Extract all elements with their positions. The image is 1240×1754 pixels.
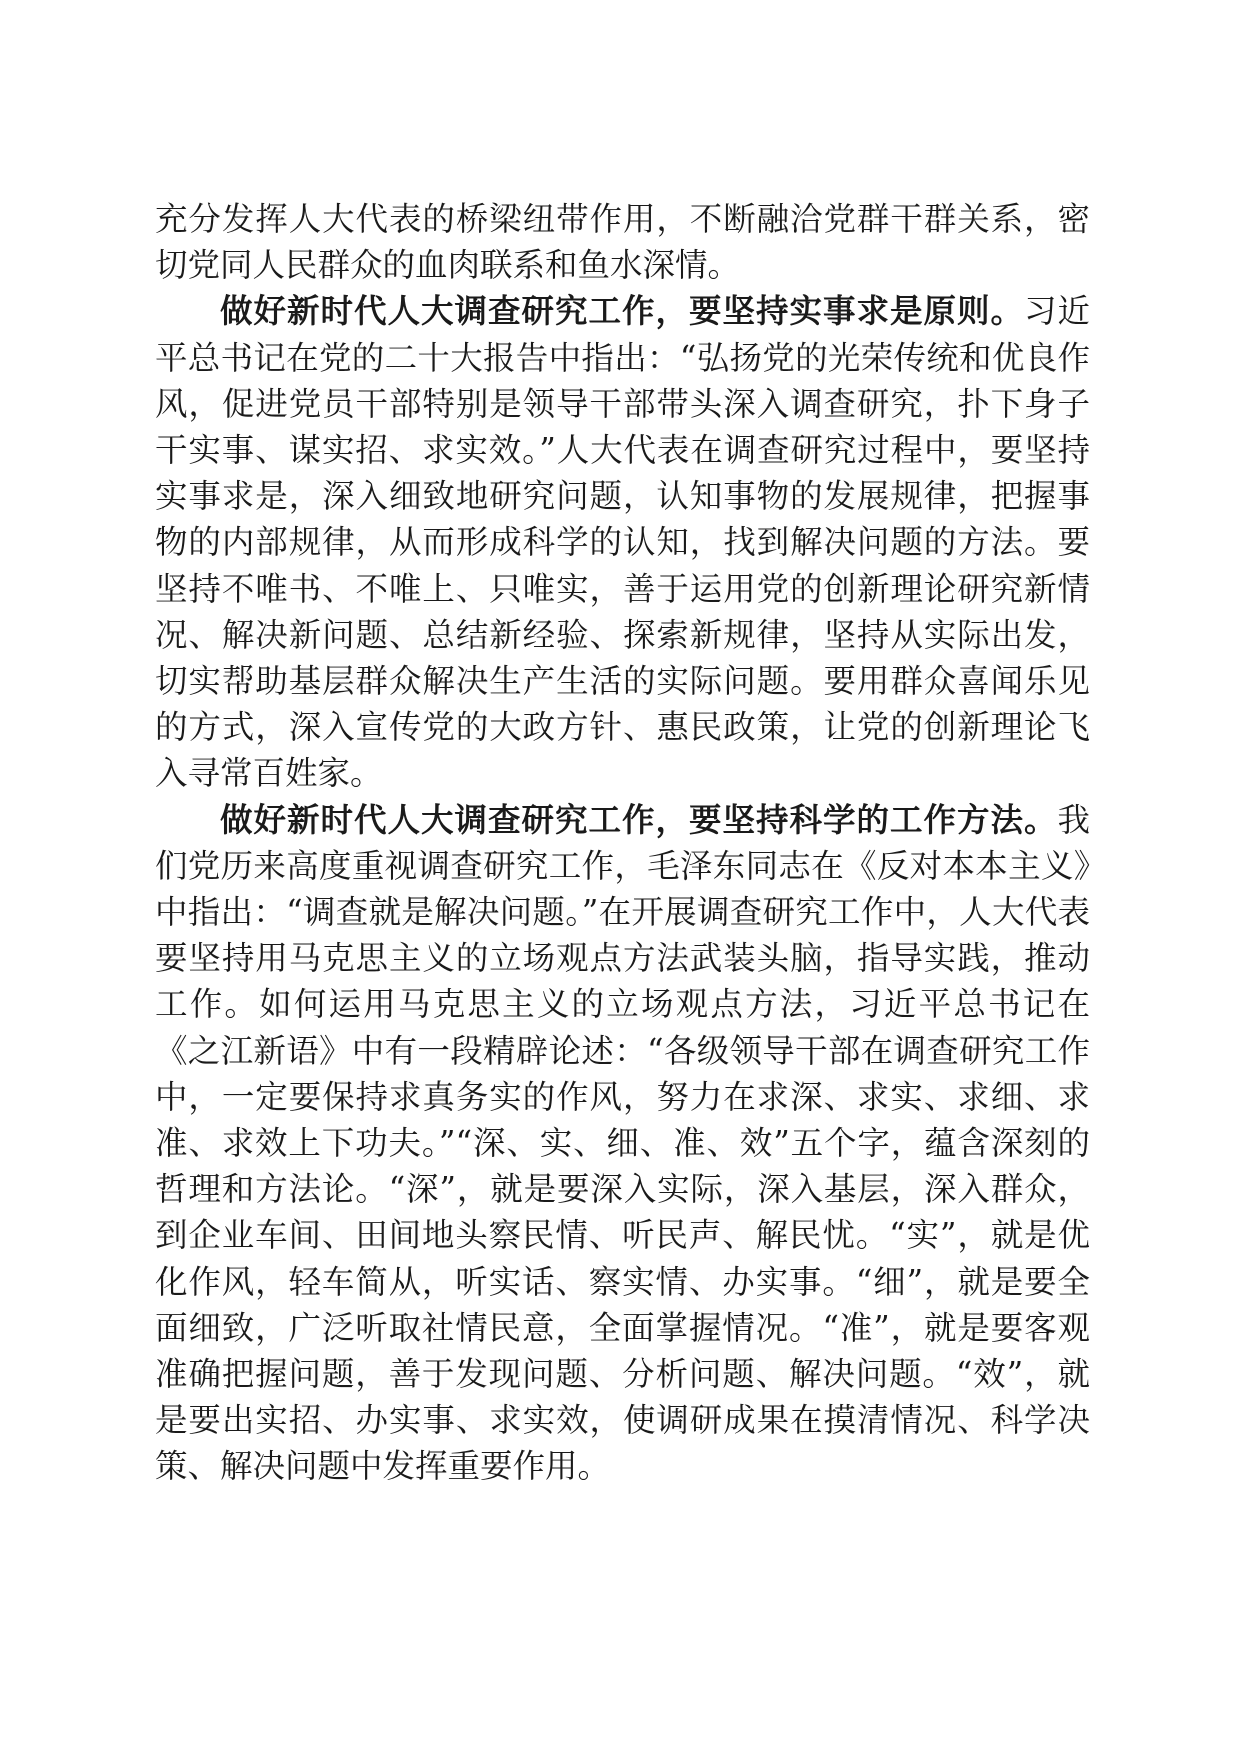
- paragraph-text: 我们党历来高度重视调查研究工作，毛泽东同志在《反对本本主义》中指出：“调查就是解决问题。”在开展调查研究工作中，人大代表要坚持用马克思主义的立场观点方法武装头脑，指导实践，推动工作。如何运用马克思主义的立场观点方法，习近平总书记在《之江新语》中有一段精辟论述：“各级领导干部在调查研究工作中，一定要保持求真务实的作风，努力在求深、求实、求细、求准、求效上下功夫。”“深、实、细、准、效”五个字，蕴含深刻的哲理和方法论。“深”，就是要深入实际，深入基层，深入群众，到企业车间、田间地头察民情、听民声、解民忧。“实”，就是优化作风，轻车简从，听实话、察实情、办实事。“细”，就是要全面细致，广泛听取社情民意，全面掌握情况。“准”，就是要客观准确把握问题，善于发现问题、分析问题、解决问题。“效”，就是要出实招、办实事、求实效，使调研成果在摸清情况、科学决策、解决问题中发挥重要作用。: [155, 800, 1090, 1486]
- paragraph-seeking-truth: [155, 288, 1090, 796]
- document-body: [155, 196, 1090, 1490]
- paragraph-continuation: [155, 196, 1090, 288]
- paragraph-scientific-method: [155, 797, 1090, 1490]
- paragraph-text: 习近平总书记在党的二十大报告中指出：“弘扬党的光荣传统和优良作风，促进党员干部特别是领导干部带头深入调查研究，扑下身子干实事、谋实招、求实效。”人大代表在调查研究过程中，要坚持实事求是，深入细致地研究问题，认知事物的发展规律，把握事物的内部规律，从而形成科学的认知，找到解决问题的方法。要坚持不唯书、不唯上、只唯实，善于运用党的创新理论研究新情况、解决新问题、总结新经验、探索新规律，坚持从实际出发，切实帮助基层群众解决生产生活的实际问题。要用群众喜闻乐见的方式，深入宣传党的大政方针、惠民政策，让党的创新理论飞入寻常百姓家。: [155, 292, 1090, 793]
- paragraph-lead-sentence: 做好新时代人大调查研究工作，要坚持科学的工作方法。: [220, 800, 1058, 839]
- paragraph-lead-sentence: 做好新时代人大调查研究工作，要坚持实事求是原则。: [220, 292, 1024, 331]
- paragraph-text: 充分发挥人大代表的桥梁纽带作用，不断融洽党群干群关系，密切党同人民群众的血肉联系和鱼水深情。: [155, 200, 1090, 285]
